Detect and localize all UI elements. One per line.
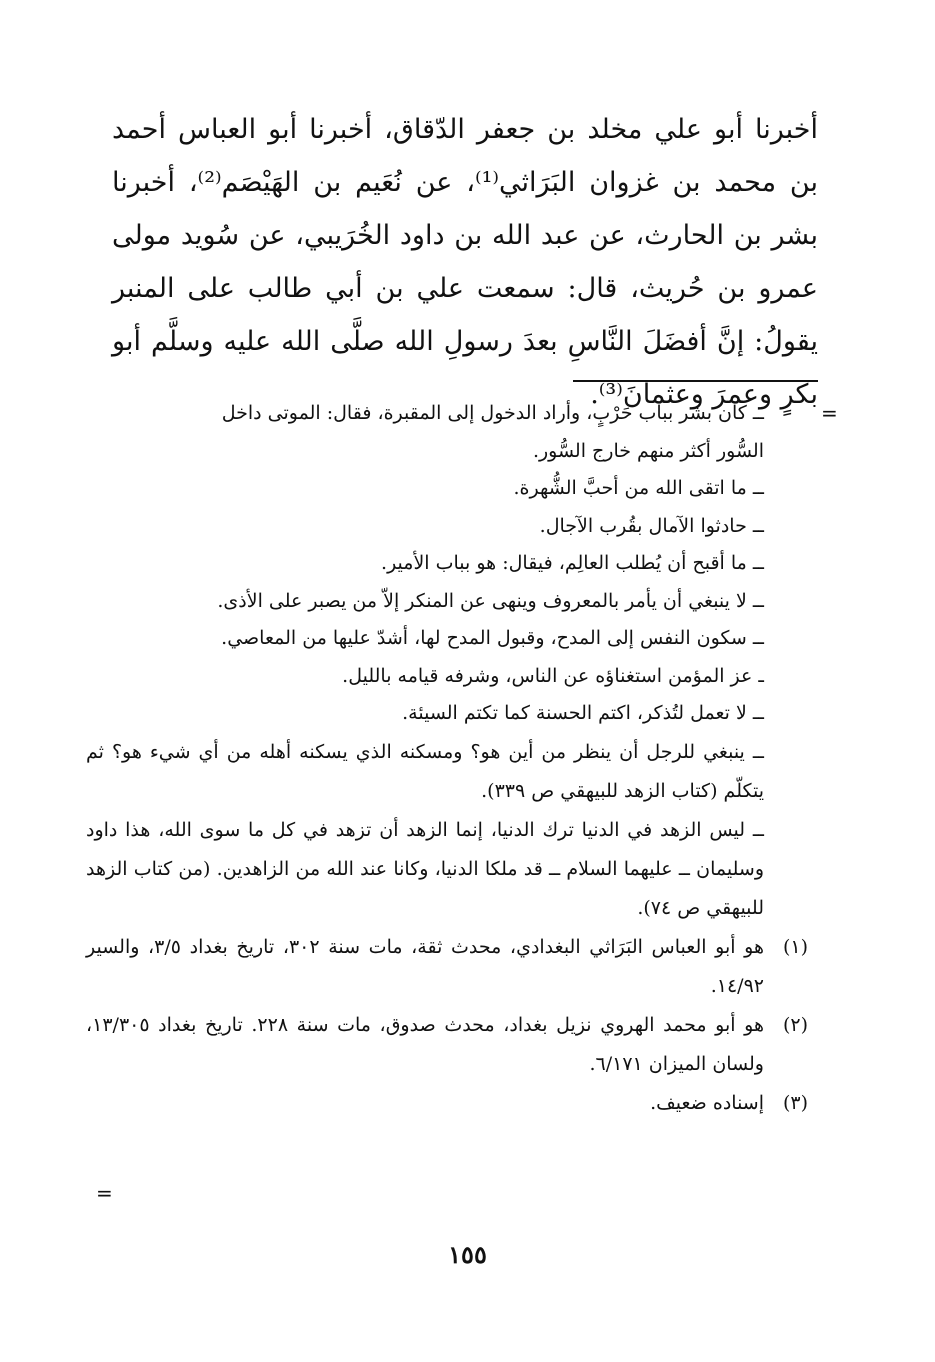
- continued-footnote: [86, 395, 808, 928]
- footnote-number: (٢): [782, 1013, 808, 1036]
- page-number: ١٥٥: [448, 1240, 487, 1269]
- footnote-paragraph: ــ ينبغي للرجل أن ينظر من أين هو؟ ومسكنه الذي يسكنه أهله من أي شيء هو؟ ثم يتكلّم (كتاب الزهد للبيهقي ص ٣٣٩).: [86, 740, 764, 802]
- footnote-text: هو أبو العباس البَرَاثي البغدادي، محدث ثقة، مات سنة ٣٠٢، تاريخ بغداد ٣/٥، والسير ١٤/٩٢.: [86, 935, 764, 997]
- main-text: [112, 103, 818, 421]
- footnote-text: هو أبو محمد الهروي نزيل بغداد، محدث صدوق، مات سنة ٢٢٨. تاريخ بغداد ١٣/٣٠٥، ولسان الميزان ٦/١٧١.: [86, 1013, 764, 1075]
- footnote-2: [86, 1006, 808, 1084]
- footnote-text: إسناده ضعيف.: [650, 1091, 764, 1114]
- footnote-line: ـ عز المؤمن استغناؤه عن الناس، وشرفه قيامه بالليل.: [342, 664, 764, 687]
- footnote-divider: [573, 380, 818, 382]
- footnote-number: (٣): [782, 1091, 808, 1114]
- continued-footnote-marker: =: [821, 401, 838, 425]
- footnotes: [86, 395, 808, 1123]
- main-paragraph: أخبرنا أبو علي مخلد بن جعفر الدّقاق، أخبرنا أبو العباس أحمد بن محمد بن غزوان البَرَاثي⁽¹⁾، عن نُعَيم بن الهَيْصَم⁽²⁾، أخبرنا بشر بن الحارث، عن عبد الله بن داود الخُرَيبي، عن سُويد مولى عمرو بن حُريث، قال: سمعت علي بن أبي طالب على المنبر يقولُ: إنَّ أفضَلَ النَّاسِ بعدَ رسولِ الله صلَّى الله عليه وسلَّم أبو بكرٍ وعمرَ وعثمانَ⁽³⁾.: [112, 114, 819, 410]
- footnote-line: ــ ما اتقى الله من أحبَّ الشُّهرة.: [513, 477, 764, 499]
- footnote-number: (١): [782, 935, 808, 958]
- footnote-line: ــ ما أقبح أن يُطلب العالِم، فيقال: هو بباب الأمير.: [381, 552, 764, 574]
- footnote-line: السُّور أكثر منهم خارج السُّور.: [532, 439, 764, 462]
- footnote-3: [86, 1084, 808, 1123]
- footnote-line: ــ حادثوا الآمال بقُرب الآجال.: [539, 514, 764, 537]
- footnote-line: ــ لا تعمل لتُذكر، اكتم الحسنة كما تكتم السيئة.: [402, 702, 764, 724]
- footnote-line: ــ لا ينبغي أن يأمر بالمعروف وينهى عن المنكر إلاّ من يصبر على الأذى.: [217, 589, 764, 612]
- footnote-paragraph: ــ ليس الزهد في الدنيا ترك الدنيا، إنما الزهد أن تزهد في كل ما سوى الله، هذا داود وسليمان ــ عليهما السلام ــ قد ملكا الدنيا، وكانا عند الله من الزاهدين. (من كتاب الزهد للبيهقي ص ٧٤).: [86, 818, 764, 919]
- footnote-line: ــ كان بشر بباب حَرْبٍ، وأراد الدخول إلى المقبرة، فقال: الموتى داخل: [221, 402, 764, 424]
- footnote-1: [86, 928, 808, 1006]
- continues-marker: =: [96, 1181, 113, 1205]
- footnote-line: ــ سكون النفس إلى المدح، وقبول المدح لها، أشدّ عليها من المعاصي.: [221, 627, 764, 649]
